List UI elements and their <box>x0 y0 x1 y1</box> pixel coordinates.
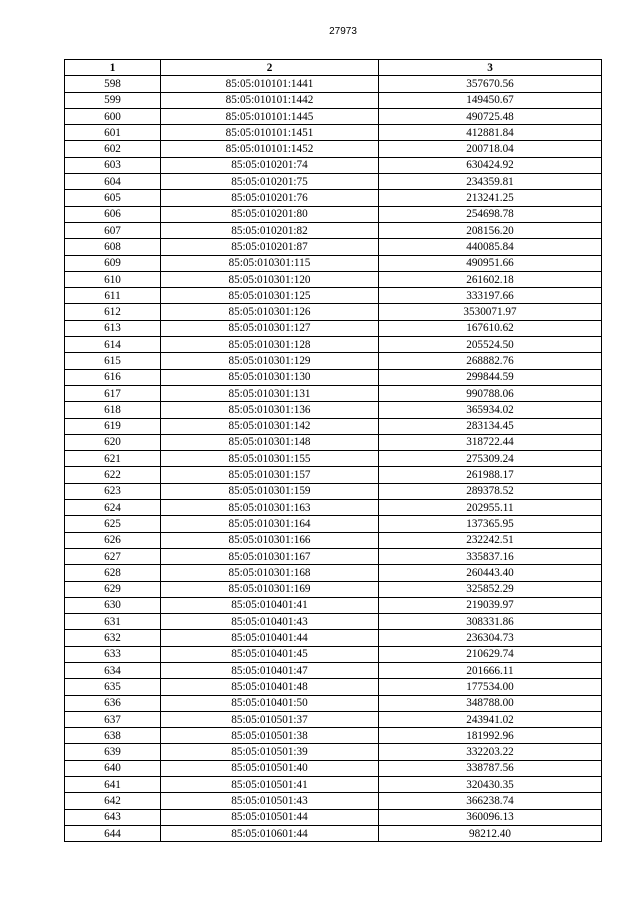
value-cell: 412881.84 <box>379 125 602 141</box>
table-row <box>65 614 602 630</box>
cadastral-number-cell: 85:05:010501:40 <box>161 760 379 776</box>
row-number-cell: 643 <box>65 809 161 825</box>
row-number-cell: 639 <box>65 744 161 760</box>
value-cell: 283134.45 <box>379 418 602 434</box>
table-row <box>65 174 602 190</box>
cadastral-number-cell: 85:05:010201:82 <box>161 222 379 238</box>
cadastral-number-cell: 85:05:010301:131 <box>161 385 379 401</box>
table-row <box>65 304 602 320</box>
row-number-cell: 642 <box>65 793 161 809</box>
table-row <box>65 451 602 467</box>
table-row <box>65 760 602 776</box>
cadastral-number-cell: 85:05:010401:50 <box>161 695 379 711</box>
value-cell: 208156.20 <box>379 222 602 238</box>
value-cell: 308331.86 <box>379 614 602 630</box>
cadastral-number-cell: 85:05:010501:39 <box>161 744 379 760</box>
table-row <box>65 92 602 108</box>
table-row <box>65 190 602 206</box>
value-cell: 490725.48 <box>379 108 602 124</box>
column-header-1: 1 <box>65 60 161 76</box>
cadastral-number-cell: 85:05:010301:159 <box>161 483 379 499</box>
cadastral-number-cell: 85:05:010101:1442 <box>161 92 379 108</box>
table-row <box>65 141 602 157</box>
cadastral-number-cell: 85:05:010301:164 <box>161 516 379 532</box>
value-cell: 318722.44 <box>379 434 602 450</box>
value-cell: 332203.22 <box>379 744 602 760</box>
table-row <box>65 548 602 564</box>
cadastral-number-cell: 85:05:010101:1452 <box>161 141 379 157</box>
table-row <box>65 630 602 646</box>
table-row <box>65 157 602 173</box>
column-header-2: 2 <box>161 60 379 76</box>
table-body <box>65 76 602 842</box>
data-table <box>64 59 602 842</box>
value-cell: 201666.11 <box>379 662 602 678</box>
cadastral-number-cell: 85:05:010301:167 <box>161 548 379 564</box>
value-cell: 366238.74 <box>379 793 602 809</box>
table-row <box>65 337 602 353</box>
row-number-cell: 622 <box>65 467 161 483</box>
cadastral-number-cell: 85:05:010301:155 <box>161 451 379 467</box>
value-cell: 325852.29 <box>379 581 602 597</box>
value-cell: 333197.66 <box>379 288 602 304</box>
row-number-cell: 613 <box>65 320 161 336</box>
value-cell: 243941.02 <box>379 711 602 727</box>
table-row <box>65 434 602 450</box>
cadastral-number-cell: 85:05:010301:163 <box>161 500 379 516</box>
cadastral-number-cell: 85:05:010201:75 <box>161 174 379 190</box>
value-cell: 219039.97 <box>379 597 602 613</box>
cadastral-number-cell: 85:05:010301:157 <box>161 467 379 483</box>
row-number-cell: 635 <box>65 679 161 695</box>
row-number-cell: 636 <box>65 695 161 711</box>
cadastral-number-cell: 85:05:010301:120 <box>161 271 379 287</box>
table-row <box>65 385 602 401</box>
row-number-cell: 608 <box>65 239 161 255</box>
row-number-cell: 626 <box>65 532 161 548</box>
value-cell: 261988.17 <box>379 467 602 483</box>
value-cell: 360096.13 <box>379 809 602 825</box>
row-number-cell: 605 <box>65 190 161 206</box>
row-number-cell: 611 <box>65 288 161 304</box>
table-row <box>65 744 602 760</box>
value-cell: 348788.00 <box>379 695 602 711</box>
table-row <box>65 206 602 222</box>
row-number-cell: 620 <box>65 434 161 450</box>
table-row <box>65 320 602 336</box>
row-number-cell: 624 <box>65 500 161 516</box>
cadastral-number-cell: 85:05:010201:76 <box>161 190 379 206</box>
cadastral-number-cell: 85:05:010301:126 <box>161 304 379 320</box>
value-cell: 236304.73 <box>379 630 602 646</box>
cadastral-number-cell: 85:05:010301:166 <box>161 532 379 548</box>
row-number-cell: 633 <box>65 646 161 662</box>
row-number-cell: 614 <box>65 337 161 353</box>
table-row <box>65 483 602 499</box>
value-cell: 181992.96 <box>379 728 602 744</box>
cadastral-number-cell: 85:05:010501:43 <box>161 793 379 809</box>
cadastral-number-cell: 85:05:010401:47 <box>161 662 379 678</box>
value-cell: 338787.56 <box>379 760 602 776</box>
row-number-cell: 629 <box>65 581 161 597</box>
value-cell: 202955.11 <box>379 500 602 516</box>
value-cell: 299844.59 <box>379 369 602 385</box>
value-cell: 440085.84 <box>379 239 602 255</box>
table-header <box>65 60 602 76</box>
cadastral-number-cell: 85:05:010501:41 <box>161 777 379 793</box>
value-cell: 213241.25 <box>379 190 602 206</box>
row-number-cell: 631 <box>65 614 161 630</box>
row-number-cell: 617 <box>65 385 161 401</box>
table-row <box>65 711 602 727</box>
cadastral-number-cell: 85:05:010301:127 <box>161 320 379 336</box>
table-row <box>65 369 602 385</box>
cadastral-number-cell: 85:05:010101:1441 <box>161 76 379 92</box>
row-number-cell: 618 <box>65 402 161 418</box>
value-cell: 365934.02 <box>379 402 602 418</box>
cadastral-number-cell: 85:05:010301:128 <box>161 337 379 353</box>
value-cell: 149450.67 <box>379 92 602 108</box>
cadastral-number-cell: 85:05:010201:80 <box>161 206 379 222</box>
cadastral-number-cell: 85:05:010301:129 <box>161 353 379 369</box>
value-cell: 261602.18 <box>379 271 602 287</box>
row-number-cell: 601 <box>65 125 161 141</box>
cadastral-number-cell: 85:05:010201:74 <box>161 157 379 173</box>
cadastral-number-cell: 85:05:010401:48 <box>161 679 379 695</box>
value-cell: 260443.40 <box>379 565 602 581</box>
value-cell: 289378.52 <box>379 483 602 499</box>
table-row <box>65 532 602 548</box>
value-cell: 320430.35 <box>379 777 602 793</box>
row-number-cell: 599 <box>65 92 161 108</box>
row-number-cell: 632 <box>65 630 161 646</box>
value-cell: 177534.00 <box>379 679 602 695</box>
row-number-cell: 604 <box>65 174 161 190</box>
row-number-cell: 641 <box>65 777 161 793</box>
value-cell: 234359.81 <box>379 174 602 190</box>
row-number-cell: 616 <box>65 369 161 385</box>
value-cell: 167610.62 <box>379 320 602 336</box>
row-number-cell: 630 <box>65 597 161 613</box>
row-number-cell: 640 <box>65 760 161 776</box>
row-number-cell: 609 <box>65 255 161 271</box>
cadastral-number-cell: 85:05:010301:168 <box>161 565 379 581</box>
cadastral-number-cell: 85:05:010301:125 <box>161 288 379 304</box>
row-number-cell: 598 <box>65 76 161 92</box>
table-row <box>65 125 602 141</box>
table-row <box>65 255 602 271</box>
table-row <box>65 271 602 287</box>
cadastral-number-cell: 85:05:010501:37 <box>161 711 379 727</box>
row-number-cell: 627 <box>65 548 161 564</box>
table-row <box>65 288 602 304</box>
table-row <box>65 467 602 483</box>
value-cell: 3530071.97 <box>379 304 602 320</box>
row-number-cell: 615 <box>65 353 161 369</box>
row-number-cell: 637 <box>65 711 161 727</box>
row-number-cell: 607 <box>65 222 161 238</box>
value-cell: 268882.76 <box>379 353 602 369</box>
row-number-cell: 600 <box>65 108 161 124</box>
cadastral-number-cell: 85:05:010401:45 <box>161 646 379 662</box>
cadastral-number-cell: 85:05:010301:169 <box>161 581 379 597</box>
row-number-cell: 634 <box>65 662 161 678</box>
value-cell: 232242.51 <box>379 532 602 548</box>
cadastral-number-cell: 85:05:010501:38 <box>161 728 379 744</box>
table-row <box>65 516 602 532</box>
value-cell: 630424.92 <box>379 157 602 173</box>
value-cell: 200718.04 <box>379 141 602 157</box>
row-number-cell: 602 <box>65 141 161 157</box>
cadastral-number-cell: 85:05:010301:130 <box>161 369 379 385</box>
table-row <box>65 662 602 678</box>
cadastral-number-cell: 85:05:010101:1451 <box>161 125 379 141</box>
row-number-cell: 612 <box>65 304 161 320</box>
value-cell: 275309.24 <box>379 451 602 467</box>
cadastral-number-cell: 85:05:010401:41 <box>161 597 379 613</box>
table-row <box>65 402 602 418</box>
cadastral-number-cell: 85:05:010301:136 <box>161 402 379 418</box>
table-row <box>65 108 602 124</box>
table-row <box>65 679 602 695</box>
row-number-cell: 625 <box>65 516 161 532</box>
table-row <box>65 825 602 841</box>
cadastral-number-cell: 85:05:010301:142 <box>161 418 379 434</box>
table-row <box>65 597 602 613</box>
cadastral-number-cell: 85:05:010201:87 <box>161 239 379 255</box>
row-number-cell: 606 <box>65 206 161 222</box>
value-cell: 98212.40 <box>379 825 602 841</box>
table-row <box>65 500 602 516</box>
cadastral-number-cell: 85:05:010401:44 <box>161 630 379 646</box>
row-number-cell: 623 <box>65 483 161 499</box>
table-row <box>65 728 602 744</box>
row-number-cell: 621 <box>65 451 161 467</box>
value-cell: 210629.74 <box>379 646 602 662</box>
table-row <box>65 239 602 255</box>
table-row <box>65 418 602 434</box>
cadastral-number-cell: 85:05:010501:44 <box>161 809 379 825</box>
row-number-cell: 603 <box>65 157 161 173</box>
table-row <box>65 353 602 369</box>
value-cell: 205524.50 <box>379 337 602 353</box>
cadastral-number-cell: 85:05:010601:44 <box>161 825 379 841</box>
table-row <box>65 793 602 809</box>
row-number-cell: 638 <box>65 728 161 744</box>
value-cell: 357670.56 <box>379 76 602 92</box>
value-cell: 490951.66 <box>379 255 602 271</box>
table-row <box>65 695 602 711</box>
value-cell: 335837.16 <box>379 548 602 564</box>
table-row <box>65 646 602 662</box>
cadastral-number-cell: 85:05:010401:43 <box>161 614 379 630</box>
table-row <box>65 222 602 238</box>
cadastral-number-cell: 85:05:010301:148 <box>161 434 379 450</box>
value-cell: 137365.95 <box>379 516 602 532</box>
cadastral-number-cell: 85:05:010101:1445 <box>161 108 379 124</box>
table-row <box>65 777 602 793</box>
row-number-cell: 619 <box>65 418 161 434</box>
table-row <box>65 581 602 597</box>
value-cell: 254698.78 <box>379 206 602 222</box>
page-number: 27973 <box>329 26 357 37</box>
table-row <box>65 76 602 92</box>
column-header-3: 3 <box>379 60 602 76</box>
row-number-cell: 628 <box>65 565 161 581</box>
table-row <box>65 809 602 825</box>
row-number-cell: 610 <box>65 271 161 287</box>
cadastral-number-cell: 85:05:010301:115 <box>161 255 379 271</box>
table-row <box>65 565 602 581</box>
value-cell: 990788.06 <box>379 385 602 401</box>
row-number-cell: 644 <box>65 825 161 841</box>
header-row <box>65 60 602 76</box>
